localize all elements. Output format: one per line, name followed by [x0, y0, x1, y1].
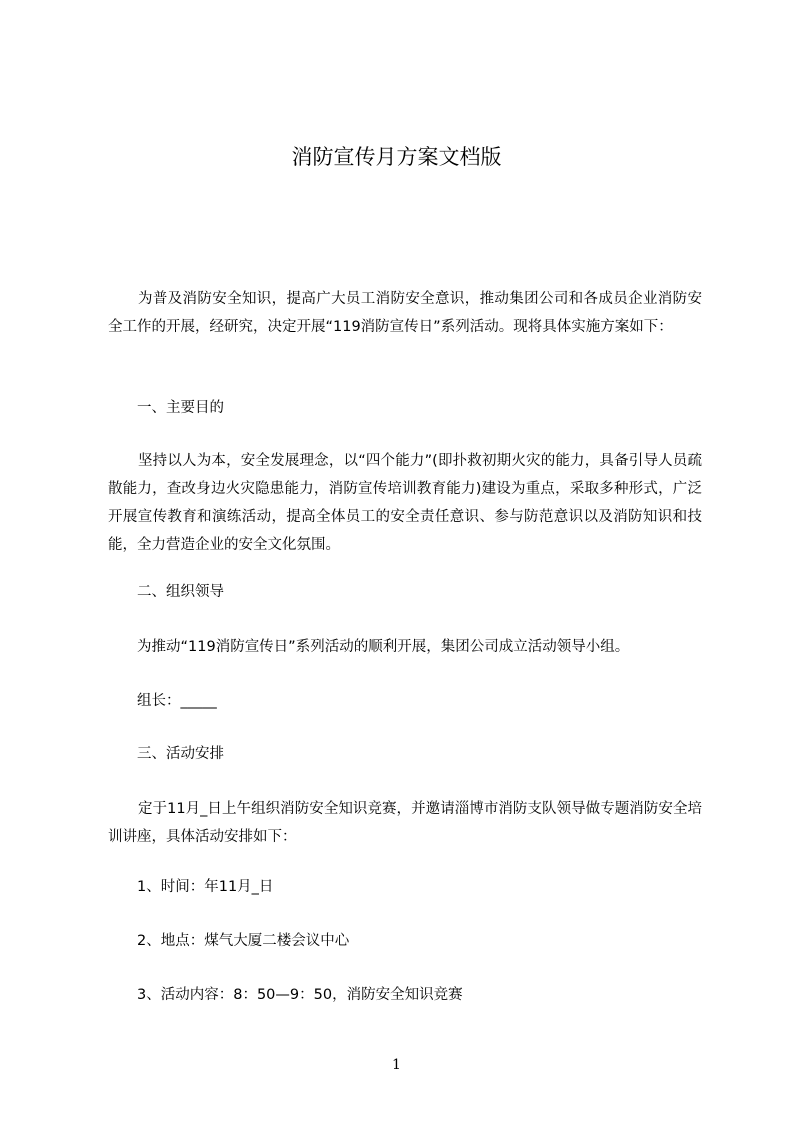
schedule-item-time: 1、时间：年11月_日	[137, 879, 274, 895]
section-1-body: 坚持以人为本，安全发展理念，以“四个能力”(即扑救初期火灾的能力，具备引导人员疏散能力，查改身边火灾隐患能力，消防宣传培训教育能力)建设为重点，采取多种形式，广泛开展宣传教育和演练活动，提高全体员工的安全责任意识、参与防范意识以及消防知识和技能，全力营造企业的安全文化氛围。	[108, 453, 702, 553]
section-2-body: 为推动“119消防宣传日”系列活动的顺利开展，集团公司成立活动领导小组。	[137, 639, 630, 655]
section-3-heading: 三、活动安排	[137, 746, 224, 762]
intro-paragraph: 为普及消防安全知识，提高广大员工消防安全意识，推动集团公司和各成员企业消防安全工作的开展，经研究，决定开展“119消防宣传日”系列活动。现将具体实施方案如下：	[108, 291, 702, 335]
schedule-item-location: 2、地点：煤气大厦二楼会议中心	[137, 933, 350, 949]
page-number: 1	[392, 1057, 401, 1073]
schedule-item-content: 3、活动内容：8：50—9：50，消防安全知识竞赛	[137, 987, 463, 1003]
document-title: 消防宣传月方案文档版	[291, 145, 502, 169]
section-2-heading: 二、组织领导	[137, 584, 224, 600]
section-1-heading: 一、主要目的	[137, 400, 224, 416]
group-leader-line: 组长：_____	[137, 693, 217, 709]
section-3-body: 定于11月_日上午组织消防安全知识竞赛，并邀请淄博市消防支队领导做专题消防安全培训讲座，具体活动安排如下：	[108, 801, 702, 845]
